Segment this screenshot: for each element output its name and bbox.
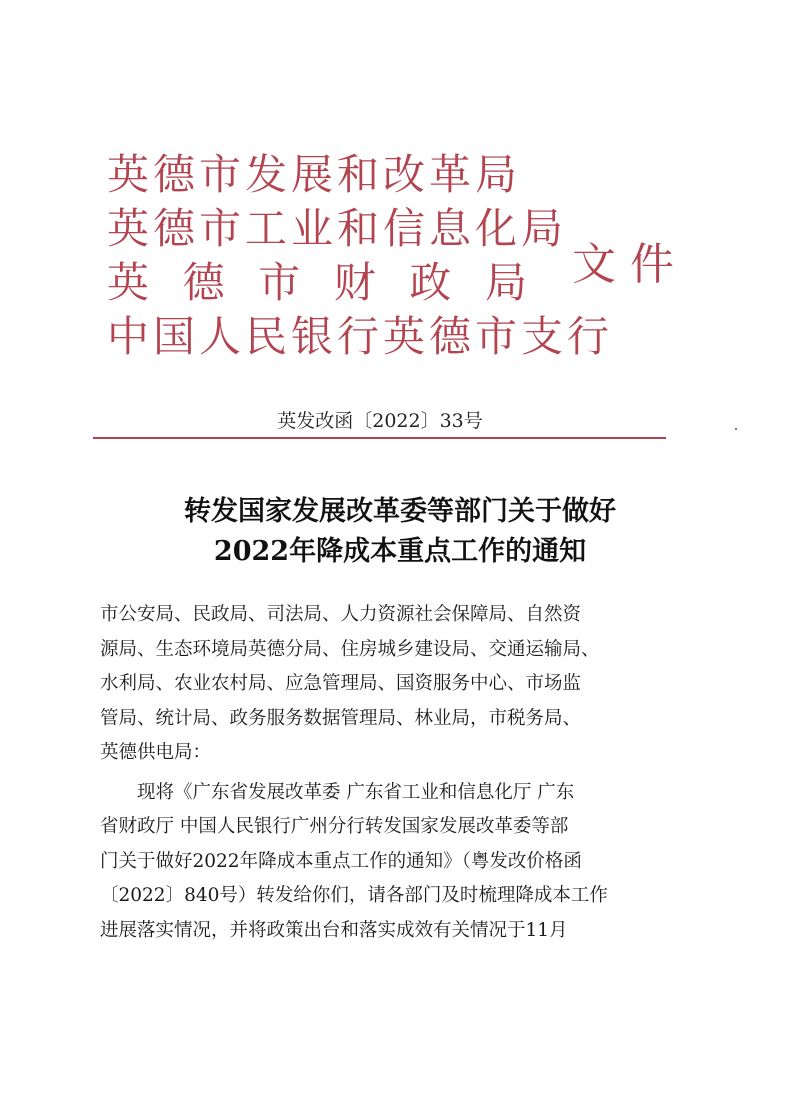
document-number: 英发改函〔2022〕33号 xyxy=(277,410,483,432)
document-title xyxy=(0,492,800,572)
recipients-line: 水利局、农业农村局、应急管理局、国资服务中心、市场监 xyxy=(100,673,582,694)
document-type-label: 文件 xyxy=(572,239,688,290)
issuer-name: 英德市发展和改革局 xyxy=(107,150,522,199)
document-body xyxy=(100,598,700,948)
paragraph-line: 省财政厅 中国人民银行广州分行转发国家发展改革委等部 xyxy=(100,816,569,837)
recipients-line: 英德供电局： xyxy=(100,742,212,763)
scan-speck xyxy=(735,428,737,430)
issuer-name: 中国人民银行英德市支行 xyxy=(107,312,614,361)
recipients-line: 管局、统计局、政务服务数据管理局、林业局，市税务局、 xyxy=(100,707,582,729)
title-line: 转发国家发展改革委等部门关于做好 xyxy=(184,496,616,527)
paragraph-line: 进展落实情况，并将政策出台和落实成效有关情况于11月 xyxy=(100,919,568,941)
issuer-char: 局 xyxy=(484,258,527,307)
issuer-char: 财 xyxy=(333,258,376,307)
paragraph-line: 门关于做好2022年降成本重点工作的通知》（粤发改价格函 xyxy=(100,850,582,872)
issuer-char: 市 xyxy=(258,258,301,307)
issuer-char: 德 xyxy=(182,258,225,307)
issuer-char: 政 xyxy=(409,258,452,307)
paragraph-line: 现将《广东省发展改革委 广东省工业和信息化厅 广东 xyxy=(100,781,575,803)
issuer-name xyxy=(107,256,527,310)
issuer-name: 英德市工业和信息化局 xyxy=(107,204,568,253)
paragraph-line: 〔2022〕840号）转发给你们，请各部门及时梳理降成本工作 xyxy=(100,885,608,906)
recipients-line: 市公安局、民政局、司法局、人力资源社会保障局、自然资 xyxy=(100,604,582,625)
title-line: 2022年降成本重点工作的通知 xyxy=(213,536,587,567)
issuer-block xyxy=(107,148,614,364)
red-divider-line xyxy=(93,437,666,439)
issuer-char: 英 xyxy=(107,258,150,307)
recipients-line: 源局、生态环境局英德分局、住房城乡建设局、交通运输局、 xyxy=(100,638,600,660)
